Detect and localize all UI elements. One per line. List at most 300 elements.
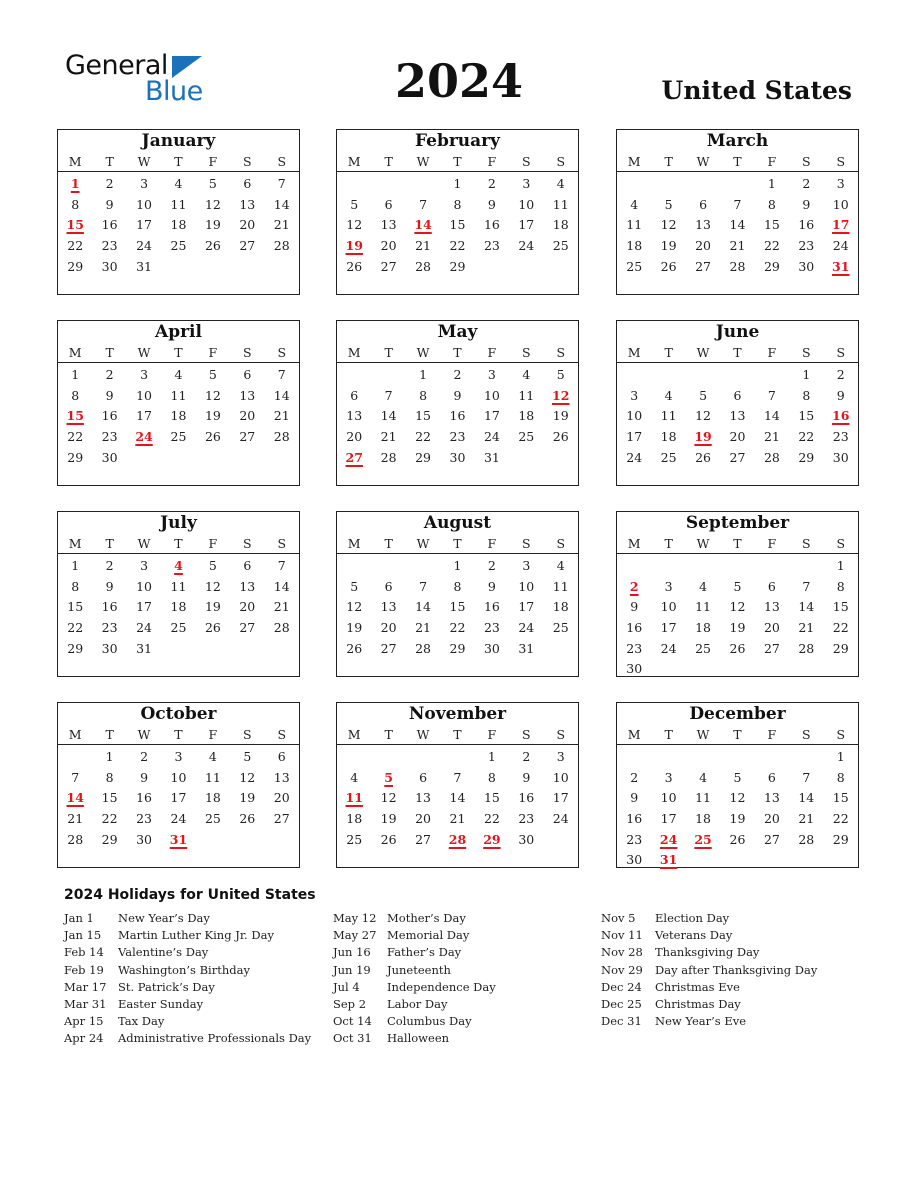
day-cell: 3	[664, 578, 673, 594]
holiday-day-cell: 14	[414, 217, 432, 233]
holiday-name: Thanksgiving Day	[655, 945, 760, 960]
day-cell: 28	[273, 238, 290, 254]
day-cell: 17	[483, 408, 500, 424]
day-cell: 17	[136, 599, 152, 615]
day-cell: 18	[552, 599, 569, 615]
day-cell: 8	[453, 578, 462, 594]
weekday-header	[617, 534, 858, 554]
holiday-day-cell: 14	[66, 790, 84, 806]
holiday-date: Jan 1	[64, 911, 94, 925]
holiday-day-cell: 19	[345, 238, 363, 254]
day-cell: 27	[239, 429, 256, 445]
holiday-date: Feb 14	[64, 945, 104, 960]
weekday-label: F	[767, 345, 777, 360]
empty-cell	[789, 850, 823, 871]
weekday-header	[58, 534, 299, 554]
day-cell: 10	[660, 599, 677, 615]
day-cell: 18	[552, 217, 569, 233]
day-cell: 22	[763, 238, 780, 254]
empty-cell	[265, 830, 299, 851]
day-cell: 1	[71, 558, 80, 573]
day-cell: 13	[239, 387, 256, 403]
day-cell: 11	[552, 578, 569, 594]
holiday-date: Nov 29	[601, 962, 643, 977]
day-cell: 8	[767, 196, 776, 212]
week-row	[337, 556, 578, 577]
month-march	[616, 129, 859, 295]
day-cell: 20	[239, 217, 256, 233]
month-july	[57, 511, 300, 677]
holiday-list-item	[601, 910, 817, 927]
day-cell: 24	[518, 620, 535, 636]
day-cell: 25	[695, 640, 711, 656]
day-cell: 1	[487, 749, 496, 764]
weekday-label: S	[802, 154, 811, 169]
weekday-label: T	[105, 345, 114, 360]
holiday-list-item	[601, 1013, 817, 1030]
day-cell: 17	[136, 217, 152, 233]
holiday-name: New Year’s Eve	[655, 1014, 747, 1029]
day-cell: 1	[453, 558, 462, 573]
day-cell: 21	[415, 620, 431, 636]
day-cell: 22	[832, 620, 849, 636]
day-cell: 2	[487, 558, 496, 573]
day-cell: 31	[136, 640, 152, 656]
day-cell: 12	[729, 790, 746, 806]
day-cell: 31	[518, 640, 535, 656]
holiday-name: Washington’s Birthday	[118, 962, 250, 977]
day-cell: 25	[660, 449, 677, 465]
empty-cell	[544, 257, 578, 278]
empty-cell	[720, 850, 754, 871]
weekday-label: M	[68, 536, 82, 551]
day-cell: 24	[626, 449, 643, 465]
day-cell: 8	[487, 769, 496, 785]
day-cell: 12	[204, 578, 221, 594]
weekday-label: M	[68, 154, 82, 169]
weekday-label: S	[277, 536, 287, 551]
weekday-label: T	[105, 727, 114, 742]
empty-cell	[196, 830, 230, 851]
day-cell: 7	[419, 196, 428, 212]
holiday-day-cell: 24	[659, 831, 678, 847]
day-cell: 8	[419, 387, 428, 403]
week-row	[337, 236, 578, 257]
day-cell: 21	[798, 811, 815, 827]
weekday-label: T	[384, 727, 393, 742]
empty-cell	[265, 448, 299, 469]
day-cell: 26	[380, 831, 397, 847]
weekday-label: M	[347, 345, 361, 360]
day-cell: 23	[626, 640, 643, 656]
weekday-label: W	[416, 345, 430, 360]
day-cell: 29	[415, 449, 431, 465]
week-row	[58, 257, 299, 278]
holiday-day-cell: 15	[66, 408, 84, 424]
day-cell: 7	[767, 387, 776, 403]
holiday-day-cell: 24	[135, 429, 153, 445]
day-cell: 19	[239, 790, 256, 806]
weekday-label: S	[836, 536, 846, 551]
day-cell: 28	[415, 258, 431, 274]
empty-cell	[230, 639, 264, 660]
day-cell: 25	[170, 620, 187, 636]
day-cell: 15	[798, 408, 815, 424]
holiday-list-item	[64, 979, 311, 996]
empty-cell	[651, 365, 685, 386]
day-cell: 11	[170, 387, 187, 403]
day-cell: 9	[105, 196, 114, 212]
holiday-list-item	[601, 996, 817, 1013]
empty-cell	[789, 556, 823, 577]
week-row	[58, 195, 299, 216]
weekday-header	[337, 725, 578, 745]
day-cell: 6	[384, 578, 393, 594]
day-cell: 26	[204, 429, 221, 445]
day-cell: 10	[626, 408, 643, 424]
weekday-label: T	[453, 727, 462, 742]
holiday-date: Oct 14	[333, 1014, 372, 1029]
day-cell: 16	[483, 599, 500, 615]
weekday-label: M	[347, 536, 361, 551]
day-cell: 20	[380, 238, 397, 254]
day-cell: 17	[136, 408, 152, 424]
week-row	[58, 830, 299, 851]
day-cell: 2	[522, 749, 531, 764]
weekday-label: W	[137, 345, 151, 360]
week-row	[337, 448, 578, 469]
day-cell: 30	[449, 449, 466, 465]
week-row	[617, 427, 858, 448]
day-cell: 22	[832, 811, 849, 827]
day-cell: 26	[346, 258, 363, 274]
weekday-label: S	[522, 345, 531, 360]
holiday-name: Labor Day	[387, 996, 448, 1011]
holiday-name: New Year’s Day	[118, 911, 210, 925]
day-cell: 4	[699, 578, 708, 594]
day-cell: 11	[695, 599, 711, 615]
day-cell: 30	[518, 831, 535, 847]
day-cell: 31	[136, 258, 152, 274]
holiday-day-cell: 5	[384, 769, 393, 785]
day-cell: 9	[140, 769, 149, 785]
holiday-name: Christmas Day	[655, 996, 741, 1011]
day-cell: 3	[522, 176, 531, 191]
holiday-day-cell: 4	[174, 558, 183, 573]
day-cell: 7	[453, 769, 462, 785]
day-cell: 10	[552, 769, 569, 785]
day-cell: 11	[518, 387, 535, 403]
weekday-label: W	[137, 727, 151, 742]
holiday-day-cell: 15	[66, 217, 84, 233]
day-cell: 16	[449, 408, 466, 424]
day-cell: 6	[733, 387, 742, 403]
holiday-date: Jun 16	[333, 945, 371, 960]
day-cell: 25	[626, 258, 643, 274]
empty-cell	[406, 747, 440, 768]
week-row	[617, 659, 858, 680]
empty-cell	[406, 174, 440, 195]
day-cell: 23	[483, 238, 500, 254]
holiday-day-cell: 31	[169, 831, 188, 847]
day-cell: 17	[170, 790, 187, 806]
empty-cell	[230, 448, 264, 469]
day-cell: 27	[239, 238, 256, 254]
weekday-header	[617, 725, 858, 745]
holiday-list-item	[601, 962, 817, 979]
empty-cell	[789, 747, 823, 768]
weekday-label: T	[384, 536, 393, 551]
holiday-name: Columbus Day	[387, 1014, 472, 1029]
weekday-label: T	[453, 536, 462, 551]
holiday-name: Independence Day	[387, 979, 496, 994]
weekday-header	[617, 343, 858, 363]
holidays-title: 2024 Holidays for United States	[64, 887, 316, 903]
day-cell: 30	[626, 661, 643, 677]
day-cell: 16	[626, 811, 643, 827]
holiday-list-item	[64, 927, 311, 944]
weekday-label: T	[733, 727, 742, 742]
week-row	[337, 747, 578, 768]
day-cell: 9	[630, 790, 639, 806]
day-cell: 11	[170, 196, 187, 212]
week-row	[337, 257, 578, 278]
day-cell: 8	[71, 578, 80, 594]
weekday-label: T	[664, 154, 673, 169]
day-cell: 26	[729, 831, 746, 847]
day-cell: 9	[487, 578, 496, 594]
empty-cell	[617, 747, 651, 768]
logo-text-blue: Blue	[145, 76, 203, 107]
weekday-label: T	[664, 345, 673, 360]
day-cell: 15	[415, 408, 431, 424]
weekday-label: T	[733, 536, 742, 551]
weekday-label: T	[174, 727, 183, 742]
week-row	[58, 577, 299, 598]
holiday-list-item	[333, 979, 496, 996]
month-name: September	[685, 513, 790, 533]
day-cell: 10	[483, 387, 500, 403]
day-cell: 22	[67, 429, 84, 445]
weekday-label: T	[453, 154, 462, 169]
empty-cell	[544, 830, 578, 851]
day-cell: 14	[798, 599, 815, 615]
week-row	[58, 556, 299, 577]
empty-cell	[755, 365, 789, 386]
day-cell: 30	[798, 258, 815, 274]
holiday-date: Feb 19	[64, 962, 104, 977]
day-cell: 5	[350, 578, 359, 594]
holiday-day-cell: 29	[483, 831, 501, 847]
day-cell: 4	[174, 176, 183, 191]
empty-cell	[337, 174, 371, 195]
weekday-label: M	[347, 727, 361, 742]
week-row	[58, 386, 299, 407]
day-cell: 7	[384, 387, 393, 403]
weekday-label: M	[627, 536, 641, 551]
week-row	[617, 386, 858, 407]
day-cell: 25	[204, 811, 221, 827]
day-cell: 30	[136, 831, 152, 847]
day-cell: 3	[140, 558, 149, 573]
weekday-header	[617, 152, 858, 172]
holiday-date: Nov 28	[601, 945, 643, 960]
day-cell: 29	[67, 258, 84, 274]
day-cell: 10	[136, 196, 152, 212]
empty-cell	[720, 556, 754, 577]
day-cell: 28	[415, 640, 431, 656]
day-cell: 9	[836, 387, 845, 403]
day-cell: 19	[204, 217, 221, 233]
holiday-name: Father’s Day	[387, 945, 462, 960]
weekday-label: M	[627, 727, 641, 742]
holiday-date: Dec 31	[601, 1014, 642, 1029]
weekday-label: W	[696, 536, 710, 551]
weekday-header	[337, 152, 578, 172]
weekday-label: S	[556, 345, 566, 360]
empty-cell	[824, 659, 858, 680]
day-cell: 1	[836, 749, 845, 764]
day-cell: 12	[660, 217, 677, 233]
holiday-name: Day after Thanksgiving Day	[655, 962, 818, 977]
day-cell: 27	[415, 831, 431, 847]
month-name: June	[715, 322, 760, 342]
empty-cell	[371, 365, 405, 386]
day-cell: 25	[518, 429, 535, 445]
month-october	[57, 702, 300, 868]
week-row	[58, 174, 299, 195]
holiday-date: Dec 24	[601, 979, 642, 994]
day-cell: 2	[140, 749, 149, 764]
weekday-label: T	[174, 536, 183, 551]
day-cell: 5	[556, 367, 565, 382]
day-cell: 30	[626, 852, 643, 868]
week-row	[337, 597, 578, 618]
month-name: April	[155, 322, 202, 342]
weekday-label: S	[243, 727, 252, 742]
week-row	[58, 236, 299, 257]
day-cell: 2	[105, 367, 114, 382]
weekday-label: T	[174, 345, 183, 360]
day-cell: 31	[483, 449, 500, 465]
weekday-label: T	[105, 536, 114, 551]
day-cell: 25	[170, 238, 187, 254]
day-cell: 6	[277, 749, 286, 764]
holiday-list-item	[64, 996, 311, 1013]
weekday-label: S	[277, 727, 287, 742]
empty-cell	[544, 639, 578, 660]
empty-cell	[686, 365, 720, 386]
day-cell: 9	[105, 578, 114, 594]
day-cell: 26	[204, 238, 221, 254]
day-cell: 17	[518, 217, 535, 233]
day-cell: 21	[273, 408, 290, 424]
day-cell: 24	[136, 620, 152, 636]
empty-cell	[686, 556, 720, 577]
day-cell: 5	[208, 558, 217, 573]
day-cell: 26	[346, 640, 363, 656]
day-cell: 14	[380, 408, 397, 424]
empty-cell	[720, 174, 754, 195]
day-cell: 24	[170, 811, 187, 827]
holiday-name: Christmas Eve	[655, 979, 740, 994]
weekday-label: M	[347, 154, 361, 169]
holiday-name: Juneteenth	[387, 962, 451, 977]
empty-cell	[651, 747, 685, 768]
day-cell: 13	[346, 408, 363, 424]
day-cell: 8	[105, 769, 114, 785]
week-row	[337, 406, 578, 427]
week-row	[58, 747, 299, 768]
empty-cell	[475, 257, 509, 278]
weekday-label: T	[105, 154, 114, 169]
holiday-date: Jan 15	[64, 928, 102, 943]
day-cell: 16	[518, 790, 535, 806]
day-cell: 18	[170, 217, 187, 233]
day-cell: 28	[798, 831, 815, 847]
holiday-date: Oct 31	[333, 1031, 372, 1046]
day-cell: 27	[695, 258, 711, 274]
day-cell: 14	[273, 196, 290, 212]
day-cell: 6	[243, 176, 252, 191]
holiday-day-cell: 31	[659, 852, 678, 868]
day-cell: 24	[483, 429, 500, 445]
empty-cell	[196, 257, 230, 278]
week-row	[617, 577, 858, 598]
day-cell: 1	[453, 176, 462, 191]
holiday-list-item	[64, 962, 311, 979]
day-cell: 5	[733, 769, 742, 785]
day-cell: 9	[453, 387, 462, 403]
week-row	[58, 215, 299, 236]
week-row	[58, 448, 299, 469]
day-cell: 14	[763, 408, 780, 424]
day-cell: 20	[273, 790, 290, 806]
empty-cell	[127, 448, 161, 469]
empty-cell	[265, 639, 299, 660]
empty-cell	[265, 257, 299, 278]
week-row	[337, 830, 578, 851]
day-cell: 18	[346, 811, 363, 827]
week-row	[617, 236, 858, 257]
day-cell: 13	[239, 578, 256, 594]
empty-cell	[686, 850, 720, 871]
holiday-list-item	[601, 944, 817, 961]
day-cell: 22	[67, 620, 84, 636]
day-cell: 27	[763, 640, 780, 656]
holiday-column-2	[333, 910, 496, 1048]
week-row	[58, 809, 299, 830]
holiday-name: Tax Day	[118, 1014, 165, 1029]
day-cell: 18	[660, 429, 677, 445]
holiday-name: St. Patrick’s Day	[118, 979, 215, 994]
day-cell: 26	[729, 640, 746, 656]
week-row	[58, 427, 299, 448]
day-cell: 10	[660, 790, 677, 806]
day-cell: 13	[380, 599, 397, 615]
day-cell: 11	[695, 790, 711, 806]
day-cell: 12	[346, 217, 363, 233]
day-cell: 13	[763, 599, 780, 615]
day-cell: 9	[522, 769, 531, 785]
month-february	[336, 129, 579, 295]
day-cell: 10	[518, 196, 535, 212]
empty-cell	[230, 830, 264, 851]
month-december	[616, 702, 859, 868]
holiday-list-item	[333, 962, 496, 979]
week-row	[337, 809, 578, 830]
day-cell: 19	[660, 238, 677, 254]
